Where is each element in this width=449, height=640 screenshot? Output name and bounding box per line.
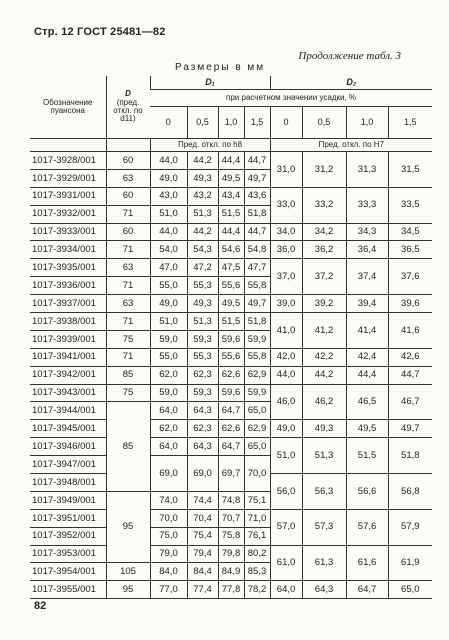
shrink-value-header: 0: [150, 107, 187, 139]
punch-designation: 1017-3945/001: [30, 420, 106, 438]
d1-value: 84,0: [150, 563, 187, 581]
d1-value: 65,0: [244, 438, 270, 456]
d1-value: 55,0: [150, 277, 187, 295]
d1-value: 74,8: [218, 491, 244, 509]
punch-designation: 1017-3937/001: [30, 295, 106, 313]
d1-value: 59,9: [244, 330, 270, 348]
d1-value: 44,2: [187, 223, 218, 241]
d1-value: 47,5: [218, 259, 244, 277]
d1-value: 44,7: [244, 152, 270, 170]
d2-value: 56,0: [270, 474, 302, 510]
d1-value: 59,6: [218, 330, 244, 348]
diameter-d: 60: [106, 223, 150, 241]
punch-designation: 1017-3946/001: [30, 438, 106, 456]
punch-designation: 1017-3953/001: [30, 545, 106, 563]
d1-value: 54,3: [187, 241, 218, 259]
punch-designation: 1017-3941/001: [30, 348, 106, 366]
punch-designation: 1017-3943/001: [30, 384, 106, 402]
table-row: [30, 509, 432, 527]
d1-value: 51,0: [150, 205, 187, 223]
diameter-d: 71: [106, 241, 150, 259]
d1-value: 47,2: [187, 259, 218, 277]
punch-designation: 1017-3952/001: [30, 527, 106, 545]
diameter-d: 60: [106, 152, 150, 170]
d2-value: 49,0: [270, 420, 302, 438]
d1-value: 49,0: [150, 295, 187, 313]
punch-designation: 1017-3929/001: [30, 169, 106, 187]
d1-value: 54,0: [150, 241, 187, 259]
d1-value: 54,8: [244, 241, 270, 259]
d1-value: 62,0: [150, 366, 187, 384]
punch-designation: 1017-3942/001: [30, 366, 106, 384]
d2-value: 41,6: [388, 313, 432, 349]
d1-value: 55,6: [218, 277, 244, 295]
d1-value: 79,4: [187, 545, 218, 563]
diameter-d: 85: [106, 366, 150, 384]
punch-designation: 1017-3928/001: [30, 152, 106, 170]
shrink-header: при расчетном значении усадки, %: [150, 90, 432, 107]
d1-value: 77,4: [187, 581, 218, 599]
d1-value: 74,0: [150, 491, 187, 509]
d1-value: 49,0: [150, 169, 187, 187]
d1-value: 79,8: [218, 545, 244, 563]
d1-value: 44,7: [244, 223, 270, 241]
group-d2-header: D₂: [270, 76, 432, 90]
d1-value: 62,9: [244, 366, 270, 384]
d2-value: 57,0: [270, 509, 302, 545]
d2-value: 31,3: [346, 152, 388, 188]
table-continuation-label: Продолжение табл. 3: [298, 50, 401, 62]
punch-designation: 1017-3949/001: [30, 491, 106, 509]
d2-value: 34,3: [346, 223, 388, 241]
d2-value: 36,2: [302, 241, 346, 259]
d2-value: 42,4: [346, 348, 388, 366]
d2-value: 61,3: [302, 545, 346, 581]
d1-value: 84,9: [218, 563, 244, 581]
col-d-label: D: [125, 89, 131, 99]
d2-value: 33,0: [270, 187, 302, 223]
d1-value: 55,3: [187, 348, 218, 366]
d1-value: 75,8: [218, 527, 244, 545]
d1-value: 62,3: [187, 366, 218, 384]
d1-value: 64,3: [187, 402, 218, 420]
d2-value: 51,0: [270, 438, 302, 474]
diameter-d: 75: [106, 330, 150, 348]
table-row: [30, 438, 432, 456]
d1-value: 76,1: [244, 527, 270, 545]
diameter-d: 95: [106, 491, 150, 563]
d1-value: 71,0: [244, 509, 270, 527]
d1-value: 54,6: [218, 241, 244, 259]
d2-value: 36,4: [346, 241, 388, 259]
table-row: [30, 241, 432, 259]
d2-value: 31,5: [388, 152, 432, 188]
d2-value: 33,2: [302, 187, 346, 223]
d1-value: 51,5: [218, 205, 244, 223]
d1-value: 78,2: [244, 581, 270, 599]
diameter-d: 85: [106, 402, 150, 491]
d2-value: 31,0: [270, 152, 302, 188]
d1-value: 55,6: [218, 348, 244, 366]
page-header: Стр. 12 ГОСТ 25481—82: [34, 26, 166, 38]
d2-value: 49,5: [346, 420, 388, 438]
diameter-d: 95: [106, 581, 150, 599]
punch-designation: 1017-3947/001: [30, 456, 106, 474]
d1-value: 77,8: [218, 581, 244, 599]
d1-value: 43,0: [150, 187, 187, 205]
d2-value: 39,2: [302, 295, 346, 313]
diameter-d: 71: [106, 313, 150, 331]
punch-designation: 1017-3955/001: [30, 581, 106, 599]
diameter-d: 71: [106, 277, 150, 295]
table-row: [30, 187, 432, 205]
d2-value: 57,6: [346, 509, 388, 545]
punch-designation: 1017-3951/001: [30, 509, 106, 527]
diameter-d: 71: [106, 348, 150, 366]
d2-value: 64,3: [302, 581, 346, 599]
d2-value: 46,5: [346, 384, 388, 420]
punch-designation: 1017-3935/001: [30, 259, 106, 277]
d2-value: 36,0: [270, 241, 302, 259]
d2-value: 56,3: [302, 474, 346, 510]
d2-value: 33,5: [388, 187, 432, 223]
d2-value: 41,0: [270, 313, 302, 349]
d2-value: 46,7: [388, 384, 432, 420]
punch-designation: 1017-3933/001: [30, 223, 106, 241]
d2-value: 31,2: [302, 152, 346, 188]
d1-value: 70,7: [218, 509, 244, 527]
d1-value: 85,3: [244, 563, 270, 581]
d1-value: 75,0: [150, 527, 187, 545]
d1-value: 70,4: [187, 509, 218, 527]
shrink-value-header: 0,5: [302, 107, 346, 139]
d2-value: 42,2: [302, 348, 346, 366]
d1-value: 59,3: [187, 384, 218, 402]
diameter-d: 60: [106, 187, 150, 205]
d1-value: 51,3: [187, 313, 218, 331]
dimensions-table: [30, 76, 432, 599]
d1-value: 44,2: [187, 152, 218, 170]
punch-designation: 1017-3936/001: [30, 277, 106, 295]
d2-value: 36,5: [388, 241, 432, 259]
d1-value: 44,4: [218, 152, 244, 170]
table-row: [30, 348, 432, 366]
d1-value: 43,2: [187, 187, 218, 205]
shrink-value-header: 0,5: [187, 107, 218, 139]
table-row: [30, 259, 432, 277]
d1-value: 62,0: [150, 420, 187, 438]
shrink-value-header: 1,5: [244, 107, 270, 139]
d1-value: 64,3: [187, 438, 218, 456]
d2-value: 37,4: [346, 259, 388, 295]
group-d1-header: D₁: [150, 76, 270, 90]
d1-value: 69,7: [218, 456, 244, 492]
d1-value: 70,0: [150, 509, 187, 527]
d1-value: 75,4: [187, 527, 218, 545]
table-row: [30, 313, 432, 331]
d1-value: 55,0: [150, 348, 187, 366]
punch-designation: 1017-3954/001: [30, 563, 106, 581]
col-d-note: (пред. откл. по d11): [113, 97, 143, 124]
shrink-value-header: 1,0: [218, 107, 244, 139]
d2-value: 39,4: [346, 295, 388, 313]
d2-value: 44,0: [270, 366, 302, 384]
d1-value: 64,7: [218, 402, 244, 420]
d2-value: 39,0: [270, 295, 302, 313]
d2-value: 37,6: [388, 259, 432, 295]
d1-value: 44,0: [150, 152, 187, 170]
d2-value: 44,7: [388, 366, 432, 384]
d1-value: 77,0: [150, 581, 187, 599]
tolerance-d2: Пред. откл. по Н7: [270, 139, 432, 152]
table-row: [30, 581, 432, 599]
d1-value: 51,3: [187, 205, 218, 223]
d2-value: 51,3: [302, 438, 346, 474]
tolerance-d1: Пред. откл. по h8: [150, 139, 270, 152]
d1-value: 64,7: [218, 438, 244, 456]
d1-value: 59,3: [187, 330, 218, 348]
diameter-d: 63: [106, 169, 150, 187]
table-row: [30, 366, 432, 384]
d1-value: 44,4: [218, 223, 244, 241]
sizes-label: Размеры в мм: [175, 62, 266, 73]
punch-designation: 1017-3939/001: [30, 330, 106, 348]
punch-designation: 1017-3938/001: [30, 313, 106, 331]
table-row: [30, 223, 432, 241]
d1-value: 62,9: [244, 420, 270, 438]
d1-value: 51,8: [244, 313, 270, 331]
tol-spacer: [30, 139, 106, 152]
diameter-d: 63: [106, 259, 150, 277]
d1-value: 47,7: [244, 259, 270, 277]
d2-value: 34,5: [388, 223, 432, 241]
shrink-value-header: 0: [270, 107, 302, 139]
d1-value: 51,8: [244, 205, 270, 223]
d2-value: 56,8: [388, 474, 432, 510]
d1-value: 74,4: [187, 491, 218, 509]
d1-value: 43,4: [218, 187, 244, 205]
diameter-d: 75: [106, 384, 150, 402]
d1-value: 59,0: [150, 384, 187, 402]
d1-value: 59,0: [150, 330, 187, 348]
d1-value: 84,4: [187, 563, 218, 581]
d1-value: 49,7: [244, 295, 270, 313]
d2-value: 64,7: [346, 581, 388, 599]
col-designation-header: Обозначение пуансона: [30, 76, 106, 139]
d1-value: 64,0: [150, 402, 187, 420]
d2-value: 41,2: [302, 313, 346, 349]
d2-value: 37,2: [302, 259, 346, 295]
d1-value: 69,0: [187, 456, 218, 492]
d1-value: 70,0: [244, 456, 270, 492]
d2-value: 51,8: [388, 438, 432, 474]
table-row: [30, 152, 432, 170]
d2-value: 39,6: [388, 295, 432, 313]
table-row: [30, 545, 432, 563]
d2-value: 41,4: [346, 313, 388, 349]
d1-value: 79,0: [150, 545, 187, 563]
d1-value: 55,3: [187, 277, 218, 295]
d1-value: 62,6: [218, 366, 244, 384]
d2-value: 34,0: [270, 223, 302, 241]
d1-value: 59,9: [244, 384, 270, 402]
punch-designation: 1017-3931/001: [30, 187, 106, 205]
d1-value: 62,3: [187, 420, 218, 438]
d2-value: 42,0: [270, 348, 302, 366]
d1-value: 51,0: [150, 313, 187, 331]
d1-value: 44,0: [150, 223, 187, 241]
d1-value: 55,8: [244, 348, 270, 366]
diameter-d: 71: [106, 205, 150, 223]
table-row: [30, 295, 432, 313]
d1-value: 47,0: [150, 259, 187, 277]
d1-value: 62,6: [218, 420, 244, 438]
d1-value: 64,0: [150, 438, 187, 456]
punch-designation: 1017-3932/001: [30, 205, 106, 223]
d2-value: 57,3: [302, 509, 346, 545]
d2-value: 34,2: [302, 223, 346, 241]
d2-value: 44,2: [302, 366, 346, 384]
d1-value: 51,5: [218, 313, 244, 331]
d2-value: 49,3: [302, 420, 346, 438]
d2-value: 65,0: [388, 581, 432, 599]
d2-value: 42,6: [388, 348, 432, 366]
d1-value: 49,3: [187, 295, 218, 313]
d2-value: 51,5: [346, 438, 388, 474]
d1-value: 43,6: [244, 187, 270, 205]
diameter-d: 63: [106, 295, 150, 313]
punch-designation: 1017-3948/001: [30, 474, 106, 492]
d1-value: 80,2: [244, 545, 270, 563]
d2-value: 61,6: [346, 545, 388, 581]
punch-designation: 1017-3934/001: [30, 241, 106, 259]
d1-value: 49,5: [218, 295, 244, 313]
shrink-value-header: 1,0: [346, 107, 388, 139]
d1-value: 75,1: [244, 491, 270, 509]
shrink-value-header: 1,5: [388, 107, 432, 139]
table-row: [30, 420, 432, 438]
d2-value: 61,9: [388, 545, 432, 581]
col-d-header: [106, 76, 150, 139]
d1-value: 49,3: [187, 169, 218, 187]
d2-value: 37,0: [270, 259, 302, 295]
table-row: [30, 384, 432, 402]
d1-value: 49,7: [244, 169, 270, 187]
d2-value: 33,3: [346, 187, 388, 223]
d2-value: 56,6: [346, 474, 388, 510]
d2-value: 44,4: [346, 366, 388, 384]
d2-value: 49,7: [388, 420, 432, 438]
diameter-d: 105: [106, 563, 150, 581]
d1-value: 69,0: [150, 456, 187, 492]
punch-designation: 1017-3944/001: [30, 402, 106, 420]
d2-value: 46,0: [270, 384, 302, 420]
d2-value: 61,0: [270, 545, 302, 581]
tol-spacer-2: [106, 139, 150, 152]
d2-value: 64,0: [270, 581, 302, 599]
d2-value: 46,2: [302, 384, 346, 420]
d2-value: 57,9: [388, 509, 432, 545]
d1-value: 49,5: [218, 169, 244, 187]
page-number: 82: [34, 600, 47, 612]
d1-value: 59,6: [218, 384, 244, 402]
d1-value: 55,8: [244, 277, 270, 295]
d1-value: 65,0: [244, 402, 270, 420]
